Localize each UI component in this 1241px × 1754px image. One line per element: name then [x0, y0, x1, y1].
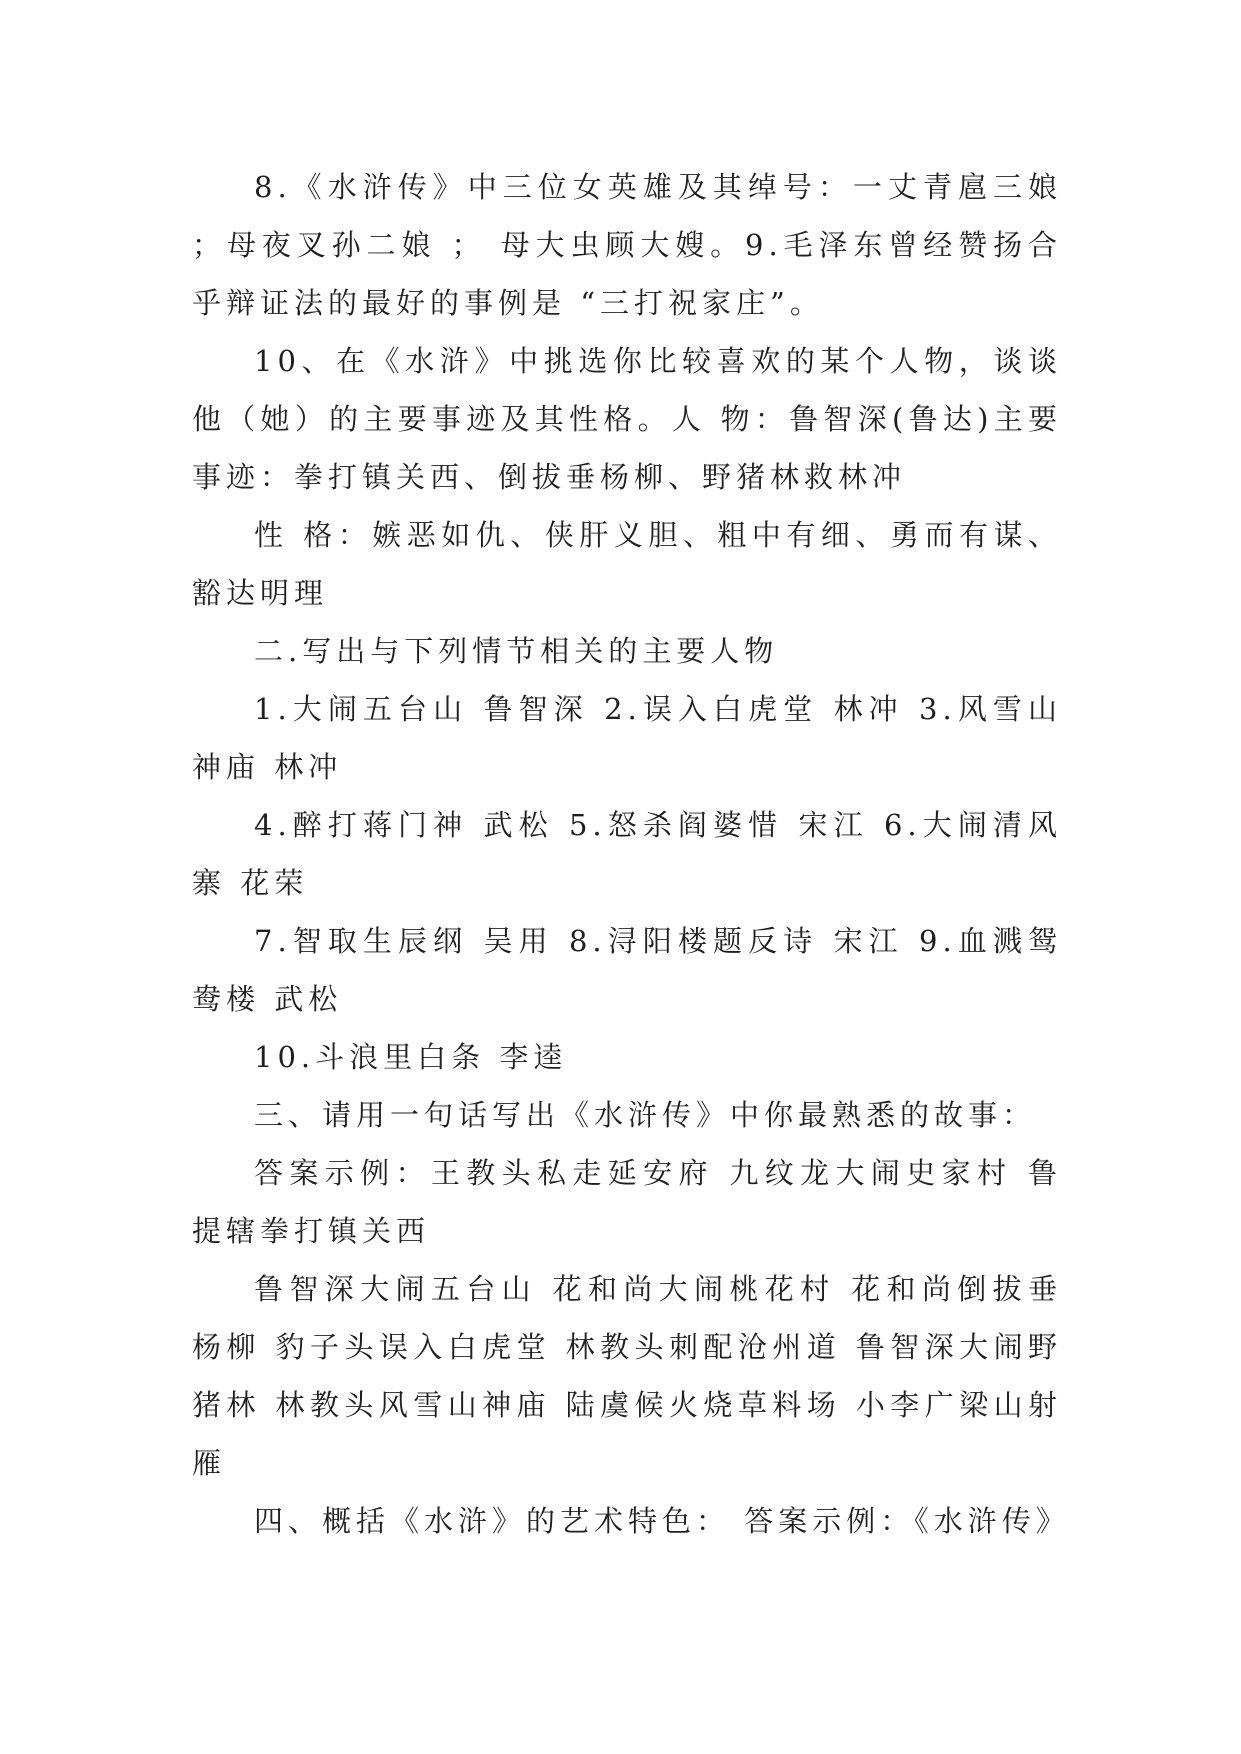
document-body: [192, 158, 1070, 1550]
answer-example-continued: 鲁智深大闹五台山 花和尚大闹桃花村 花和尚倒拔垂杨柳 豹子头误入白虎堂 林教头刺配沧州道 鲁智深大闹野猪林 林教头风雪山神庙 陆虞候火烧草料场 小李广梁山射雁: [192, 1272, 1062, 1480]
plot-list-item: 10.斗浪里白条 李逵: [254, 1040, 568, 1074]
section-heading-4: 四、概括《水浒》的艺术特色： 答案示例：《水浒传》: [254, 1504, 1070, 1538]
paragraph-character-traits: 性 格：嫉恶如仇、侠肝义胆、粗中有细、勇而有谋、豁达明理: [192, 518, 1062, 610]
section-heading-3: 三、请用一句话写出《水浒传》中你最熟悉的故事：: [254, 1098, 1037, 1132]
answer-example: 答案示例：王教头私走延安府 九纹龙大闹史家村 鲁提辖拳打镇关西: [192, 1156, 1062, 1248]
paragraph-heroines: 8.《水浒传》中三位女英雄及其绰号：一丈青扈三娘 ；母夜叉孙二娘 ； 母大虫顾大嫂。9.毛泽东曾经赞扬合乎辩证法的最好的事例是 “三打祝家庄”。: [192, 170, 1062, 320]
plot-list-item: 1.大闹五台山 鲁智深 2.误入白虎堂 林冲 3.风雪山神庙 林冲: [192, 692, 1062, 784]
plot-list-item: 7.智取生辰纲 吴用 8.浔阳楼题反诗 宋江 9.血溅鸳鸯楼 武松: [192, 924, 1062, 1016]
paragraph-character-question: 10、在《水浒》中挑选你比较喜欢的某个人物，谈谈他（她）的主要事迹及其性格。人 物：鲁智深(鲁达)主要事迹：拳打镇关西、倒拔垂杨柳、野猪林救林冲: [192, 344, 1062, 494]
plot-list-item: 4.醉打蒋门神 武松 5.怒杀阎婆惜 宋江 6.大闹清风寨 花荣: [192, 808, 1062, 900]
section-heading-2: 二.写出与下列情节相关的主要人物: [254, 634, 779, 668]
